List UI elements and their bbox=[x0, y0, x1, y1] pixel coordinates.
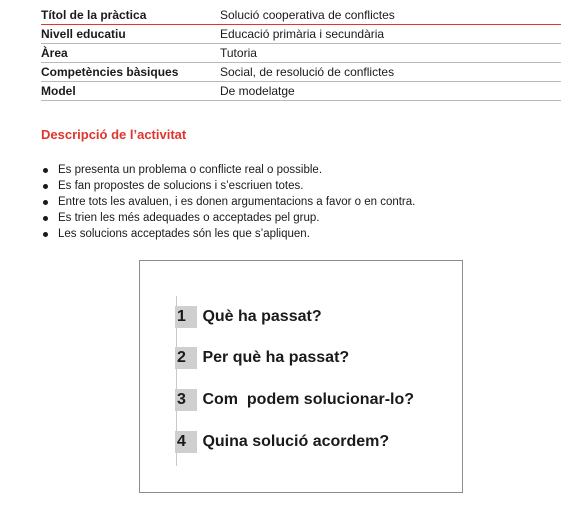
info-label: Competències bàsiques bbox=[41, 65, 179, 79]
info-value: Solució cooperativa de conflictes bbox=[220, 8, 395, 22]
info-table bbox=[41, 6, 561, 101]
info-label: Àrea bbox=[41, 46, 68, 60]
info-row-model bbox=[41, 82, 561, 101]
list-item bbox=[41, 162, 571, 178]
info-row-competences bbox=[41, 63, 561, 82]
question-text: Per què ha passat? bbox=[202, 349, 350, 366]
info-value: De modelatge bbox=[220, 84, 295, 98]
question-number: 4 bbox=[175, 431, 197, 453]
question-number: 2 bbox=[175, 347, 197, 369]
question-item bbox=[175, 389, 414, 411]
bullet-text: Les solucions acceptades són les que s’apliquen. bbox=[58, 228, 310, 240]
list-item bbox=[41, 194, 571, 210]
question-number: 1 bbox=[175, 306, 197, 328]
bullet-text: Es trien les més adequades o acceptades pel grup. bbox=[58, 212, 320, 224]
info-value: Educació primària i secundària bbox=[220, 27, 385, 41]
info-row-level bbox=[41, 25, 561, 44]
bullet-icon bbox=[43, 216, 48, 221]
bullet-icon bbox=[43, 168, 48, 173]
question-item bbox=[175, 431, 389, 453]
info-value: Tutoria bbox=[220, 46, 257, 60]
question-number: 3 bbox=[175, 389, 197, 411]
info-label: Nivell educatiu bbox=[41, 27, 126, 41]
question-text: Com podem solucionar-lo? bbox=[202, 391, 415, 408]
bullet-icon bbox=[43, 232, 48, 237]
questions-slide bbox=[139, 260, 463, 493]
info-value: Social, de resolució de conflictes bbox=[220, 65, 395, 79]
bullet-icon bbox=[43, 200, 48, 205]
bullet-text: Es presenta un problema o conflicte real o possible. bbox=[58, 164, 323, 176]
question-item bbox=[175, 306, 322, 328]
info-label: Model bbox=[41, 84, 76, 98]
info-row-area bbox=[41, 44, 561, 63]
question-text: Què ha passat? bbox=[202, 308, 322, 325]
bullet-text: Es fan propostes de solucions i s’escriuen totes. bbox=[58, 180, 304, 192]
section-title: Descripció de l’activitat bbox=[41, 127, 187, 142]
list-item bbox=[41, 226, 571, 242]
list-item bbox=[41, 178, 571, 194]
question-text: Quina solució acordem? bbox=[202, 433, 390, 450]
question-item bbox=[175, 347, 349, 369]
activity-bullet-list bbox=[41, 162, 571, 242]
bullet-icon bbox=[43, 184, 48, 189]
bullet-text: Entre tots les avaluen, i es donen argumentacions a favor o en contra. bbox=[58, 196, 416, 208]
info-label: Títol de la pràctica bbox=[41, 8, 147, 22]
info-row-title bbox=[41, 6, 561, 25]
list-item bbox=[41, 210, 571, 226]
